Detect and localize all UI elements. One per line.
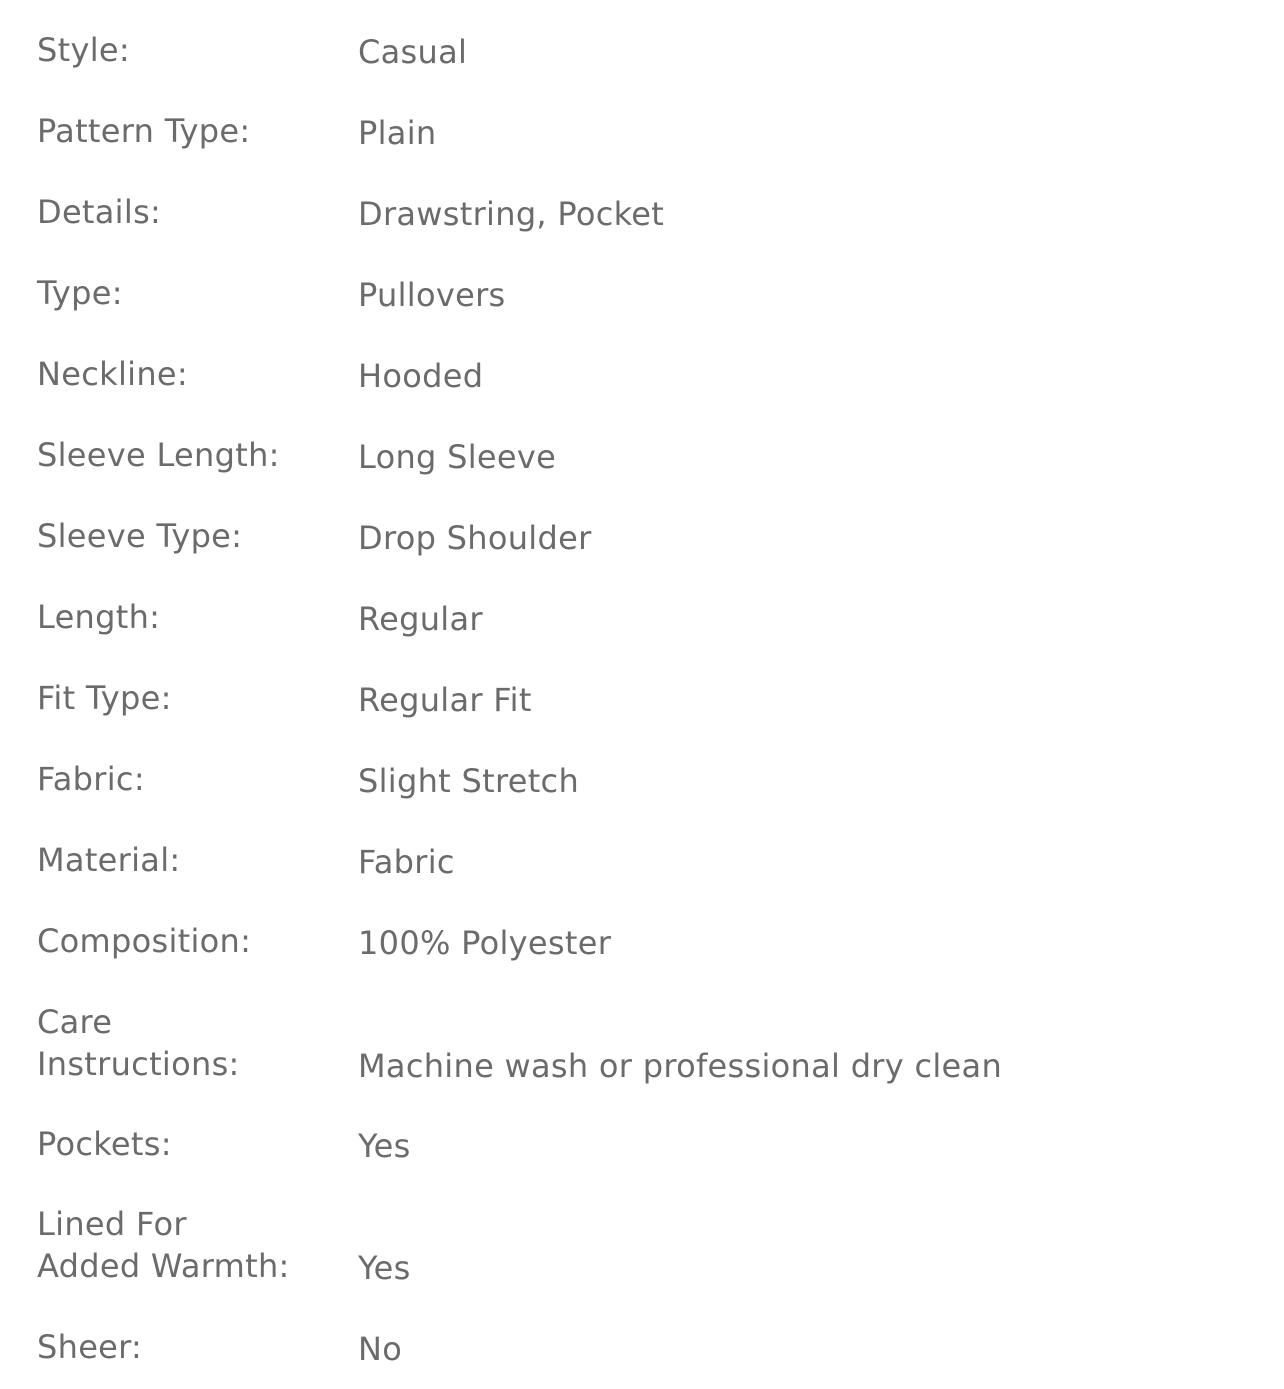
spec-label: Length: — [37, 598, 161, 636]
spec-value: Long Sleeve — [358, 438, 557, 476]
spec-value: Plain — [358, 114, 437, 152]
spec-row-pattern-type — [37, 110, 436, 152]
spec-value: Pullovers — [358, 276, 506, 314]
spec-value: Yes — [358, 1249, 411, 1287]
spec-row-sheer — [37, 1326, 402, 1368]
spec-label: Neckline: — [37, 355, 188, 393]
spec-label: Care Instructions: — [37, 1003, 240, 1083]
spec-value: Casual — [358, 33, 468, 71]
spec-row-composition — [37, 920, 611, 962]
spec-label: Pockets: — [37, 1125, 172, 1163]
spec-value: Regular Fit — [358, 681, 532, 719]
spec-row-fabric — [37, 758, 579, 800]
spec-value: Regular — [358, 600, 483, 638]
spec-label: Pattern Type: — [37, 112, 251, 150]
spec-value: Machine wash or professional dry clean — [358, 1047, 1003, 1085]
spec-label: Composition: — [37, 922, 252, 960]
spec-value: Fabric — [358, 843, 455, 881]
spec-value: 100% Polyester — [358, 924, 612, 962]
spec-label: Material: — [37, 841, 181, 879]
spec-row-care-instructions — [37, 1001, 1002, 1085]
spec-value: Drop Shoulder — [358, 519, 592, 557]
spec-row-lined-for-added-warmth — [37, 1203, 411, 1287]
spec-label: Fit Type: — [37, 679, 172, 717]
spec-label: Fabric: — [37, 760, 145, 798]
spec-row-neckline — [37, 353, 483, 395]
spec-value: Hooded — [358, 357, 484, 395]
spec-label: Sleeve Length: — [37, 436, 280, 474]
spec-label: Details: — [37, 193, 162, 231]
spec-label: Lined For Added Warmth: — [37, 1205, 290, 1285]
spec-row-length — [37, 596, 483, 638]
spec-label: Sheer: — [37, 1328, 143, 1366]
spec-label: Type: — [37, 274, 123, 312]
spec-row-fit-type — [37, 677, 532, 719]
spec-value: Drawstring, Pocket — [358, 195, 665, 233]
spec-row-details — [37, 191, 664, 233]
spec-row-sleeve-length — [37, 434, 556, 476]
spec-row-type — [37, 272, 506, 314]
spec-value: No — [358, 1330, 403, 1368]
spec-row-material — [37, 839, 455, 881]
spec-row-sleeve-type — [37, 515, 592, 557]
spec-value: Slight Stretch — [358, 762, 580, 800]
spec-label: Sleeve Type: — [37, 517, 243, 555]
spec-row-style — [37, 29, 467, 71]
spec-label: Style: — [37, 31, 130, 69]
spec-value: Yes — [358, 1127, 411, 1165]
spec-row-pockets — [37, 1123, 411, 1165]
